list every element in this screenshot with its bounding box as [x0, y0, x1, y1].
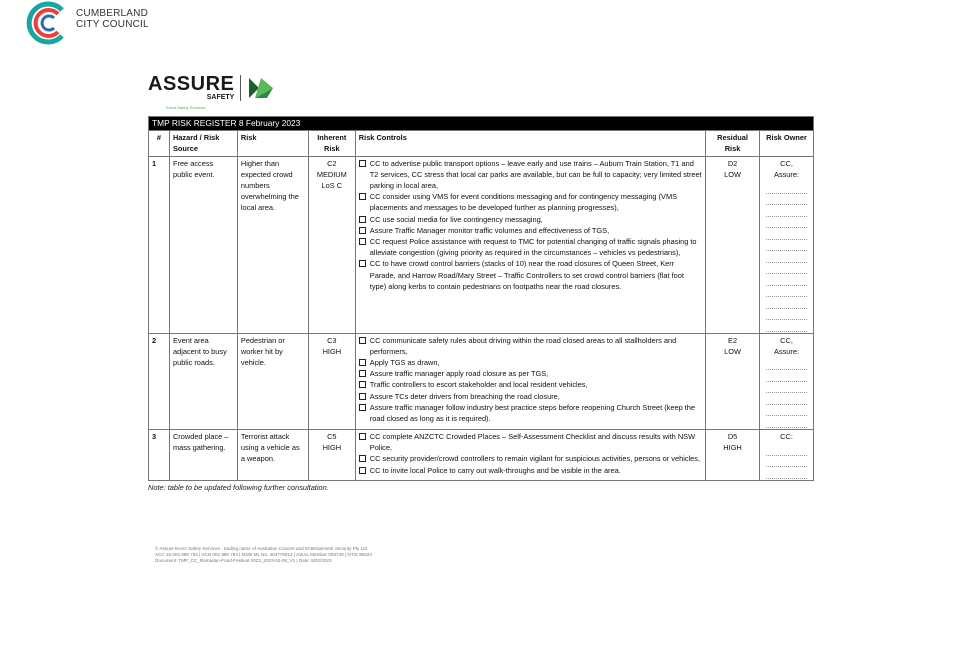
footer-line1: © Assure Event Safety Services - trading name of Australian Concert and Entertainment Security Pty Ltd — [155, 546, 367, 551]
inherent-level: HIGH — [322, 443, 342, 453]
register-title: TMP RISK REGISTER 8 February 2023 — [149, 117, 814, 131]
control-text: CC request Police assistance with request to TMC for potential changing of traffic signals phasing to alleviate congestion (giving priority as required in the circumstances – vehicles vs pedestrians), — [369, 237, 697, 258]
row-residual — [706, 429, 760, 480]
owner-text-2: Assure: — [773, 346, 800, 356]
row-owner — [760, 429, 814, 480]
assure-logo — [148, 74, 275, 110]
row-risk: Pedestrian or worker hit by vehicle. — [237, 333, 308, 429]
control-item — [359, 379, 702, 390]
table-row — [149, 333, 814, 429]
control-item — [359, 191, 702, 213]
control-text: Apply TGS as drawn, — [369, 357, 440, 367]
footer-line2: ACC 16 002 990 794 | ACN 002 990 794 | NSW ML No. 404776913 | ASIAL Member 003749 | NTIS 90624 — [155, 552, 372, 557]
residual-code: E2 — [728, 335, 738, 345]
assure-divider — [240, 75, 241, 101]
header-hazard: Hazard / Risk Source — [169, 131, 237, 156]
residual-level: LOW — [724, 169, 741, 179]
row-risk: Higher than expected crowd numbers overwhelming the local area. — [237, 156, 308, 333]
control-text: CC to invite local Police to carry out walk-throughs and be visible in the area. — [369, 465, 621, 475]
checkbox-icon — [359, 404, 366, 411]
document-footer — [155, 546, 372, 564]
control-item — [359, 453, 702, 464]
residual-code: D5 — [727, 431, 738, 441]
row-num: 2 — [149, 333, 170, 429]
header-residual: Residual Risk — [706, 131, 760, 156]
control-item — [359, 236, 702, 258]
council-logo-icon — [24, 0, 70, 46]
row-owner — [760, 156, 814, 333]
checkbox-icon — [359, 260, 366, 267]
checkbox-icon — [359, 193, 366, 200]
owner-signature-lines — [763, 359, 810, 428]
inherent-code: C2 — [327, 158, 337, 168]
residual-level: HIGH — [723, 443, 742, 453]
control-item — [359, 431, 702, 453]
table-title-row — [149, 117, 814, 131]
risk-register-table — [148, 116, 814, 481]
row-hazard: Free access public event. — [169, 156, 237, 333]
assure-triangle-icon — [247, 76, 275, 100]
row-controls — [355, 156, 705, 333]
checkbox-icon — [359, 216, 366, 223]
row-inherent — [308, 156, 355, 333]
row-owner — [760, 333, 814, 429]
owner-text: CC, — [780, 158, 793, 168]
inherent-code: C5 — [327, 431, 337, 441]
row-hazard: Event area adjacent to busy public roads. — [169, 333, 237, 429]
checkbox-icon — [359, 160, 366, 167]
control-text: Assure TCs deter drivers from breaching the road closure, — [369, 391, 560, 401]
control-item — [359, 158, 702, 192]
control-text: CC complete ANZCTC Crowded Places – Self-Assessment Checklist and discuss results with NSW Police, — [369, 431, 696, 453]
control-text: Assure Traffic Manager monitor traffic volumes and effectiveness of TGS, — [369, 225, 610, 235]
control-text: CC use social media for live contingency messaging, — [369, 214, 543, 224]
owner-text: CC: — [780, 431, 793, 441]
header-risk: Risk — [237, 131, 308, 156]
inherent-level: HIGH — [322, 346, 342, 356]
council-name — [76, 8, 149, 30]
control-item — [359, 391, 702, 402]
table-header-row — [149, 131, 814, 156]
residual-code: D2 — [727, 158, 738, 168]
row-controls — [355, 333, 705, 429]
control-text: Assure traffic manager apply road closure as per TGS, — [369, 369, 549, 379]
control-text: Traffic controllers to escort stakeholder and local resident vehicles, — [369, 380, 588, 390]
council-name-line2: CITY COUNCIL — [76, 19, 149, 30]
table-note: Note: table to be updated following further consultation. — [148, 483, 329, 492]
header-controls: Risk Controls — [355, 131, 705, 156]
checkbox-icon — [359, 433, 366, 440]
inherent-code: C3 — [327, 335, 337, 345]
control-text: CC to advertise public transport options – leave early and use trains – Auburn Train Station, T1 and T2 services, CC stress that local car parks are available, but can be full to capacity; very limited street parking in local area, — [369, 158, 702, 191]
header-inherent: Inherent Risk — [308, 131, 355, 156]
row-controls — [355, 429, 705, 480]
control-item — [359, 335, 702, 357]
row-num: 1 — [149, 156, 170, 333]
assure-safety-text: SAFETY — [206, 94, 235, 101]
row-risk: Terrorist attack using a vehicle as a weapon. — [237, 429, 308, 480]
control-item — [359, 402, 702, 424]
control-text: CC communicate safety rules about driving within the road closed areas to all stallholders and performers, — [369, 335, 677, 356]
checkbox-icon — [359, 359, 366, 366]
table-row — [149, 429, 814, 480]
table-row — [149, 156, 814, 333]
owner-signature-lines — [763, 444, 810, 479]
checkbox-icon — [359, 337, 366, 344]
checkbox-icon — [359, 467, 366, 474]
control-text: Assure traffic manager follow industry best practice steps before reopening Church Street (keep the road closed as long as it is required). — [369, 402, 696, 423]
checkbox-icon — [359, 227, 366, 234]
row-num: 3 — [149, 429, 170, 480]
checkbox-icon — [359, 238, 366, 245]
assure-tagline: Event Safety Services — [166, 105, 206, 110]
header-owner: Risk Owner — [760, 131, 814, 156]
control-text: CC security provider/crowd controllers to remain vigilant for suspicious activities, persons or vehicles, — [369, 454, 701, 464]
control-text: CC consider using VMS for event conditions messaging and for contingency messaging (VMS placements and messages to be developed further as planning progresses), — [369, 192, 678, 213]
control-item — [359, 368, 702, 379]
control-text: CC to have crowd control barriers (stacks of 10) near the road closures of Queen Street, Kerr Parade, and Harrow Road/Mary Street – Traffic Controllers to set crowd control barriers (flat foot type) along kerbs to contain pedestrians on footpaths near the road closures. — [369, 259, 684, 291]
council-logo — [24, 0, 149, 46]
checkbox-icon — [359, 370, 366, 377]
residual-level: LOW — [724, 346, 741, 356]
control-item — [359, 357, 702, 368]
owner-text-2: Assure: — [773, 169, 800, 179]
header-num: # — [149, 131, 170, 156]
row-inherent — [308, 429, 355, 480]
row-inherent — [308, 333, 355, 429]
council-name-line1: CUMBERLAND — [76, 8, 149, 19]
assure-wordmark: ASSURE — [148, 73, 235, 95]
control-item — [359, 465, 702, 476]
row-residual — [706, 156, 760, 333]
row-hazard: Crowded place – mass gathering. — [169, 429, 237, 480]
owner-signature-lines — [763, 182, 810, 332]
inherent-level: MEDIUM — [316, 169, 347, 179]
row-residual — [706, 333, 760, 429]
control-item — [359, 225, 702, 236]
control-item — [359, 214, 702, 225]
checkbox-icon — [359, 455, 366, 462]
owner-text: CC, — [780, 335, 793, 345]
inherent-extra: LoS C — [321, 181, 343, 191]
control-item — [359, 258, 702, 292]
checkbox-icon — [359, 381, 366, 388]
footer-line3: Document: TMP_CC_Ramadan-Food-Festival-2023_2023-02-08_V1 | Date: 8/02/2023 — [155, 558, 332, 563]
checkbox-icon — [359, 393, 366, 400]
